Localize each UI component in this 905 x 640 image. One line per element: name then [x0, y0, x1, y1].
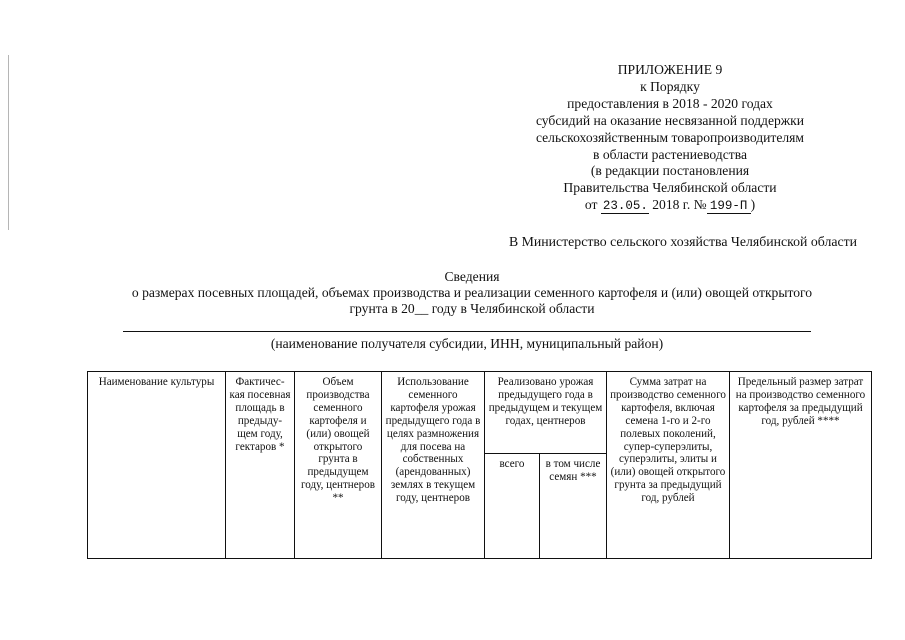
- recipient-fill-line: [123, 331, 811, 332]
- title-line: грунта в 20__ году в Челябинской области: [349, 301, 595, 316]
- appendix-title: ПРИЛОЖЕНИЕ 9: [617, 62, 723, 77]
- appendix-line: сельскохозяйственным товаропроизводителям: [535, 129, 805, 145]
- appendix-date-line: [505, 197, 835, 214]
- title-line: о размерах посевных площадей, объемах производства и реализации семенного картофеля и (или) овощей открытого: [131, 285, 813, 300]
- appendix-header: [505, 62, 835, 214]
- appendix-line: Правительства Челябинской области: [563, 180, 777, 196]
- left-margin-rule: [8, 55, 9, 230]
- appendix-line: предоставления в 2018 - 2020 годах: [567, 95, 773, 111]
- date-prefix: от: [584, 197, 598, 213]
- data-table: [87, 371, 872, 559]
- header-crop-name: Наименование культуры: [88, 372, 226, 559]
- date-suffix: ): [750, 197, 756, 213]
- decree-number: 199-П: [707, 200, 751, 214]
- appendix-line: (в редакции постановления: [590, 163, 750, 179]
- header-production-costs: Сумма затрат на производство семенного картофеля, включая семена 1-го и 2-го полевых поколений, супер-суперэлиты, суперэлиты, элиты и (или) овощей открытого грунта за предыдущий год, рублей: [607, 372, 730, 559]
- appendix-line: субсидий на оказание несвязанной поддержки: [535, 112, 805, 128]
- decree-date: 23.05.: [602, 199, 648, 214]
- header-production-volume: Объем производства семенного картофеля и (или) овощей открытого грунта в предыдущем году, центнеров **: [295, 372, 382, 559]
- header-sold-seeds: в том числе семян ***: [540, 454, 607, 559]
- recipient-label: (наименование получателя субсидии, ИНН, муниципальный район): [270, 336, 664, 351]
- header-seed-usage: Использование семенного картофеля урожая предыдущего года в целях размножения для посева на собственных (арендованных) землях в текущем году, центнеров: [382, 372, 485, 559]
- header-sold-total: всего: [485, 454, 540, 559]
- header-sold-harvest: Реализовано урожая предыдущего года в предыдущем и текущем годах, центнеров: [485, 372, 607, 454]
- title-line: Сведения: [444, 269, 500, 284]
- header-cost-limit: Предельный размер затрат на производство семенного картофеля за предыдущий год, рублей ****: [730, 372, 872, 559]
- header-sown-area: Фактичес-кая посевная площадь в предыду-щем году, гектаров *: [226, 372, 295, 559]
- appendix-line: в области растениеводства: [593, 146, 747, 162]
- addressee: В Министерство сельского хозяйства Челябинской области: [508, 234, 857, 249]
- document-title: [72, 269, 872, 317]
- date-middle: 2018 г. №: [652, 197, 707, 213]
- appendix-line: к Порядку: [640, 78, 700, 94]
